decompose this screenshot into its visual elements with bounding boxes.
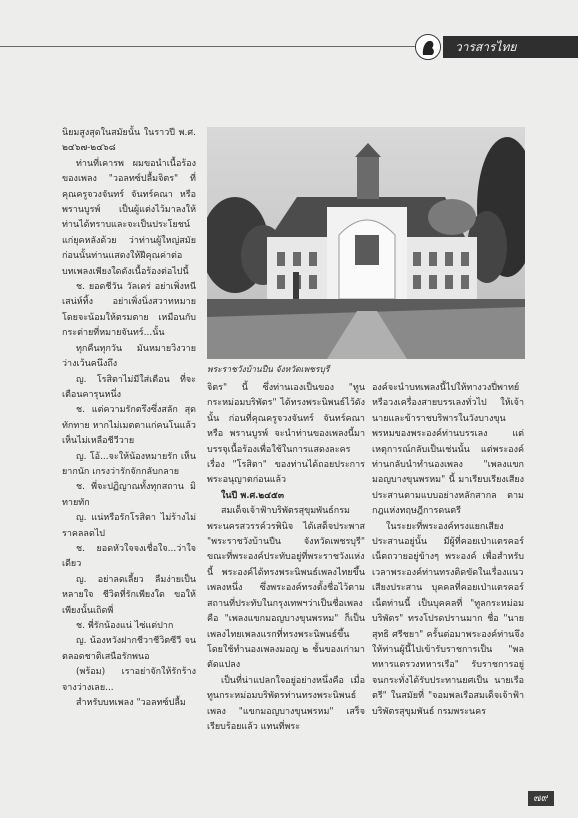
paragraph: (พร้อม) เราอย่าจักให้รักร้างจางว่างเลย... [62,667,196,693]
paragraph: ช. ยอดหัวใจจงเชื่อใจ...ว่าใจเดียว [62,543,196,570]
paragraph: นิยมสูงสุดในสมัยนั้น ในราวปี พ.ศ. ๒๔๖๗-๒๔๖๘ [62,128,196,154]
paragraph: ช. ยอดชีวัน วัลเดร่ อย่าเพิ่งหนีเสน่ห์ทิ้ง อย่าเพิ่งนิ่งสวาทหมาย โดยจะน้อมให้ตรมตาย เหมือนกับกระต่ายที่หมายจันทร์...นั้น [62,282,196,339]
paragraph: ญ. อย่าลดเลี้ยว ลืมง่ายเป็นหลายใจ ชีวิตที่รักเพียงใด ขอให้เพียงนั้นเถิดพี่ [62,574,196,616]
paragraph: ช. แต่ความรักตรึงซึ่งสลัก สุดทักทาย หากไม่เมตตาแก่คนโนแล้วเห็นไม่เหลือชีวีวาย [62,405,196,447]
paragraph: องค์จะนำบทเพลงนี้ไปให้ทางวงปี่พาทย์หรือวงเครื่องสายบรรเลงทั่วไป ให้เจ้านายและข้าราชบริพารในวังบางขุนพรหมของพระองค์ท่านบรรเลง แต่เหตุการณ์กลับเป็นเช่นนั้น แต่พระองค์ท่านกลับนำทำนองเพลง "เพลงแขกมอญบางขุนพรหม" นี้ มาเรียบเรียงเสียงประสานตามแบบอย่างหลักสากล ตามกฎแห่งทฤษฎีการดนตรี [372,383,524,517]
paragraph: ญ. แน่หรือรักโรสิตา ไม่ร้างไม่ราคลลดไป [62,513,196,539]
paragraph: เป็นที่น่าแปลกใจอยู่อย่างหนึ่งคือ เมื่อทูนกระหม่อมบริพัตรท่านทรงพระนิพนธ์เพลง "แขกมอญบางขุนพรหม" เสร็จเรียบร้อยแล้ว แทนที่พระ [207,675,365,732]
header-rule [0,46,415,47]
paragraph: จิตร" นี้ ซึ่งท่านเองเป็นของ "ทูนกระหม่อมบริพัตร" ได้ทรงพระนิพนธ์ไว้ดังนั้น ก่อนที่คุณครูจวงจันทร์ จันทร์คณา หรือ พรานบูรพ์ จะนำท่านของเพลงนี้มาบรรจุเนื้อร้องเพื่อใช้ในการแสดงละครเรื่อง "โรสิตา" ของท่านได้ถอยประการพระอนุญาตก่อนแล้ว [207,383,365,486]
middle-text-column [207,381,365,735]
paragraph: ในปี พ.ศ.๒๔๕๓ [221,490,285,501]
photo-caption: พระราชวังบ้านปืน จังหวัดเพชรบุรี [207,365,330,375]
right-text-column [372,381,524,720]
paragraph: สมเด็จเจ้าฟ้าบริพัตรสุขุมพันธ์กรมพระนครสวรรค์วรพินิจ ได้เสด็จประพาส "พระราชวังบ้านปืน จังหวัดเพชรบุรี" ขณะที่พระองค์ประทับอยู่ที่พระราชวังแห่งนี้ พระองค์ได้ทรงพระนิพนธ์เพลงไทยขึ้นเพลงหนึ่ง ซึ่งพระองค์ทรงตั้งชื่อไว้ตามสถานที่ประทับในกรุงเทพฯว่าเป็นชื่อเพลงคือ "เพลงแขกมอญบางขุนพรหม" ก็เป็นเพลงไทยเพลงแรกที่ทรงพระนิพนธ์ขึ้น โดยใช้ทำนองเพลงมอญ ๒ ชั้นของเก่ามาตัดแปลง [207,506,365,671]
page-number: ๗๙ [528,791,554,806]
paragraph: ช. พี่รักน้องแน่ ไซ่แต่ปาก [76,621,174,631]
paragraph: ช. พี่จะปฏิญาณทั้งทุกสถาน มิทายทัก [62,482,196,508]
paragraph: ในระยะที่พระองค์ทรงแยกเสียงประสานอยู่นั้น มีผู้ที่คอยเป่าแตรคอร์เน็ตถวายอยู่ข้างๆ พระองค์ เพื่อสำหรับเวลาพระองค์ท่านทรงติดขัดในเรื่องแนวเสียงประสาน บุคคลที่คอยเป่าแตรคอร์เน็ตท่านนี้ เป็นบุคคลที่ "ทูลกระหม่อมบริพัตร" ทรงโปรดปรานมาก ชื่อ "นายสุทธิ ศรีชยา" ครั้นต่อมาพระองค์ท่านจึงให้ท่านผู้นี้ไปเข้ารับราชการเป็น "พลทหารแตรวงทหารเรือ" รับราชการอยู่จนกระทั่งได้รับประทานยศเป็น นายเรือตรี" ในสมัยที่ "จอมพลเรือสมเด็จเจ้าฟ้าบริพัตรสุขุมพันธ์ กรมพระนคร [372,521,524,717]
paragraph: ญ. โรสิตาไม่มีใส่เตือน ที่จะเตือนคารุนหนึ่ง [62,374,196,400]
left-text-column [62,126,196,711]
paragraph: ทุกคืนทุกวัน มันหมายวิงวายว่างเว้นคนึงถึง [62,343,196,370]
paragraph: ท่านที่เคารพ ผมขอนำเนื้อร้องของเพลง "วอลทซ์ปลื้มจิตร" ที่คุณครูจวงจันทร์ จันทร์คณา หรือ พรานบูรพ์ เป็นผู้แต่งไว้มาลงให้ท่านได้ทราบและจะเป็นประโยชน์แก่ยุคหลังด้วย ว่าท่านผู้ใหญ่สมัยก่อนนั้นท่านแสดงให้ฝีคุณค่าต่อบทเพลงเพียงใดดังเนื้อร้องต่อไปนี้ [62,158,196,277]
magazine-logo-icon [415,34,441,60]
palace-photo [207,127,525,359]
paragraph: ญ. น้องหวังฝากชีวาชีวิตซีวี จนตลอดชาติเสนือรักพนอ [62,636,196,662]
section-title: วารสารไทย [443,36,578,58]
paragraph: สำหรับบทเพลง "วอลทซ์ปลื้ม [76,698,186,709]
paragraph: ญ. โอ้...จะให้น้องหมายรัก เห็นยากนัก เกรงว่ารักจักกลับกลาย [62,451,196,477]
